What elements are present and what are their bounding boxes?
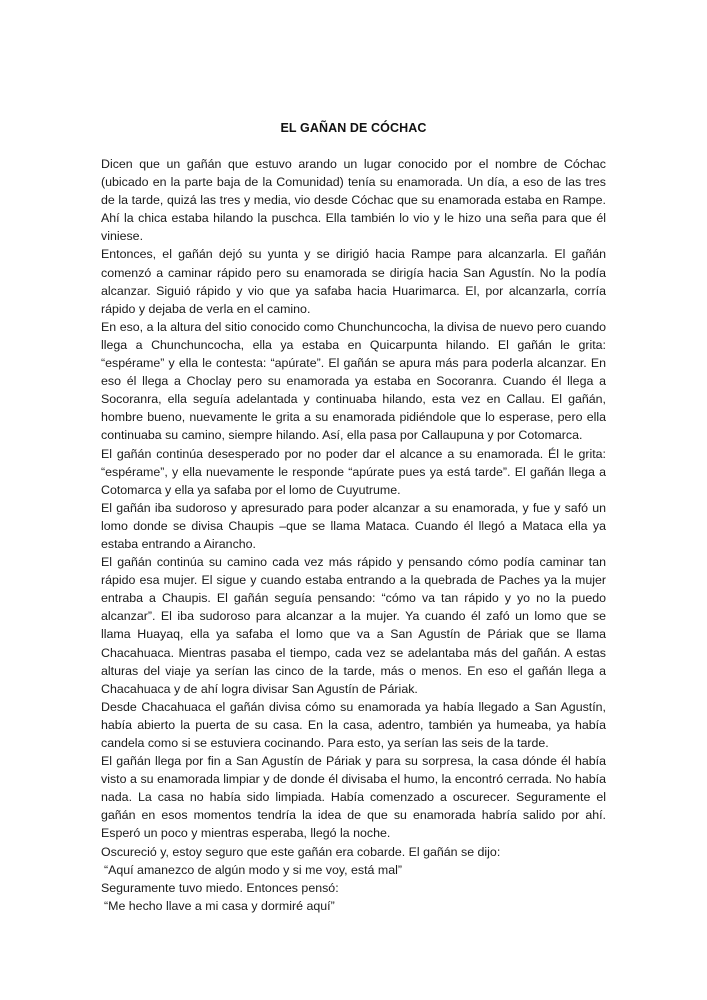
paragraph-3: En eso, a la altura del sitio conocido como Chunchuncocha, la divisa de nuevo pero cuando llega a Chunchuncocha, ella ya estaba en Quicarpunta hilando. El gañán le grita: “espérame” y ella le contesta: “apúrate”. El gañán se apura más para poderla alcanzar. En eso él llega a Choclay pero su enamorada ya estaba en Socoranra. Cuando él llega a Socoranra, ella seguía adelantada y continuaba hilando, esta vez en Callau. El gañán, hombre bueno, nuevamente le grita a su enamorada pidiéndole que lo esperase, pero ella continuaba su camino, siempre hilando. Así, ella pasa por Callaupuna y por Cotomarca.	[101, 319, 606, 443]
paragraph-5: El gañán iba sudoroso y apresurado para poder alcanzar a su enamorada, y fue y safó un lomo donde se divisa Chaupis –que se llama Mataca. Cuando él llegó a Mataca ella ya estaba entrando a Airancho.	[101, 500, 606, 551]
paragraph-1: Dicen que un gañán que estuvo arando un lugar conocido por el nombre de Cóchac (ubicado en la parte baja de la Comunidad) tenía su enamorada. Un día, a eso de las tres de la tarde, quizá las tres y media, vio desde Cóchac que su enamorada estaba en Rampe. Ahí la chica estaba hilando la puschca. Ella también lo vio y le hizo una seña para que él viniese.	[101, 157, 606, 244]
paragraph-2: Entonces, el gañán dejó su yunta y se dirigió hacia Rampe para alcanzarla. El gañán comenzó a caminar rápido pero su enamorada se dirigía hacia San Agustín. No la podía alcanzar. Siguió rápido y vio que ya safaba hacia Huarimarca. El, por alcanzarla, corría rápido y dejaba de verla en el camino.	[101, 247, 606, 316]
paragraph-4: El gañán continúa desesperado por no poder dar el alcance a su enamorada. Él le grita: “espérame”, y ella nuevamente le responde “apúrate pues ya está tarde”. El gañán llega a Cotomarca y ella ya safaba por el lomo de Cuyutrume.	[101, 446, 606, 497]
quote-2: “Me hecho llave a mi casa y dormiré aquí”	[104, 898, 335, 913]
paragraph-10: Seguramente tuvo miedo. Entonces pensó:	[101, 880, 339, 895]
paragraph-7: Desde Chacahuaca el gañán divisa cómo su enamorada ya había llegado a San Agustín, había abierto la puerta de su casa. En la casa, adentro, también ya humeaba, ya había candela como si se estuviera cocinando. Para esto, ya serían las seis de la tarde.	[101, 699, 606, 750]
quote-1: “Aquí amanezco de algún modo y si me voy, está mal”	[104, 862, 402, 877]
paragraph-8: El gañán llega por fin a San Agustín de Páriak y para su sorpresa, la casa dónde él había visto a su enamorada limpiar y de donde él divisaba el humo, la encontró cerrada. No había nada. La casa no había sido limpiada. Había comenzado a oscurecer. Seguramente el gañán en esos momentos tendría la idea de que su enamorada habría salido por ahí. Esperó un poco y mientras esperaba, llegó la noche.	[101, 754, 606, 841]
paragraph-6: El gañán continúa su camino cada vez más rápido y pensando cómo podía caminar tan rápido esa mujer. El sigue y cuando estaba entrando a la quebrada de Paches ya la mujer entraba a Chaupis. El gañán seguía pensando: “cómo va tan rápido y yo no la puedo alcanzar”. El iba sudoroso para alcanzar a la mujer. Ya cuando él zafó un lomo que se llama Huayaq, ella ya safaba el lomo que va a San Agustín de Páriak que se llama Chacahuaca. Mientras pasaba el tiempo, cada vez se adelantaba más del gañán. A estas alturas del viaje ya serían las cinco de la tarde, más o menos. En eso el gañán llega a Chacahuaca y de ahí logra divisar San Agustín de Páriak.	[101, 555, 606, 696]
document-body	[101, 155, 606, 915]
paragraph-9: Oscureció y, estoy seguro que este gañán era cobarde. El gañán se dijo:	[101, 844, 501, 859]
document-title: EL GAÑAN DE CÓCHAC	[280, 121, 427, 135]
